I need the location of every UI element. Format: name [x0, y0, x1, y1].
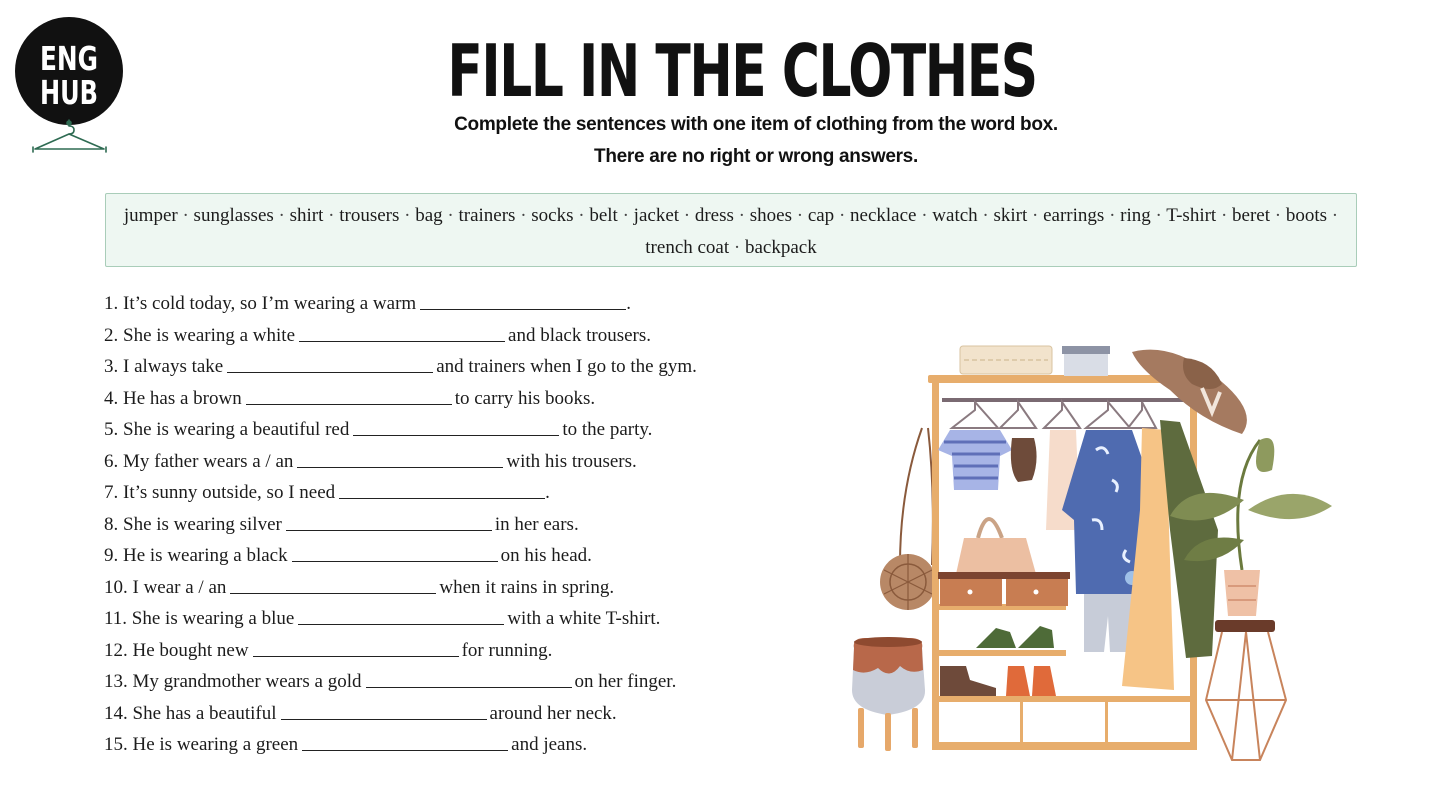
answer-blank[interactable]: [227, 354, 433, 373]
sentence-start: 7. It’s sunny outside, so I need: [104, 482, 336, 503]
sentence-start: 12. He bought new: [104, 639, 249, 661]
answer-blank[interactable]: [297, 449, 503, 468]
striped-tshirt-illustration: [938, 430, 1012, 490]
word-separator: ·: [1216, 205, 1233, 226]
page-title: FILL IN THE CLOTHES: [447, 29, 1037, 113]
word-separator: ·: [1150, 205, 1167, 226]
word-separator: ·: [1270, 205, 1286, 226]
sentence-end: around her neck.: [489, 702, 617, 724]
word-box-item: earrings: [1043, 205, 1105, 226]
word-box-item: socks: [531, 205, 574, 226]
word-box-item: jacket: [633, 205, 680, 226]
boots-illustration: [940, 666, 996, 696]
sentence-start: 3. I always take: [104, 356, 224, 377]
sentence-start: 13. My grandmother wears a gold: [104, 671, 362, 692]
word-separator: ·: [399, 205, 416, 226]
sentence-item: [104, 477, 804, 509]
sentence-start: 15. He is wearing a green: [104, 734, 299, 755]
sentence-end: to the party.: [562, 419, 653, 440]
sentence-start: 1. It’s cold today, so I’m wearing a warm: [104, 293, 417, 314]
word-box-item: necklace: [850, 205, 917, 226]
sentence-item: [104, 351, 804, 383]
word-separator: ·: [573, 205, 590, 226]
sentence-item: [104, 729, 804, 761]
sentence-list: [104, 288, 804, 761]
sentence-end: and black trousers.: [508, 324, 651, 346]
round-bag-illustration: [880, 428, 936, 610]
answer-blank[interactable]: [339, 480, 545, 499]
word-separator: ·: [1327, 205, 1339, 226]
sentence-end: in her ears.: [494, 513, 579, 535]
answer-blank[interactable]: [230, 575, 436, 594]
word-separator: ·: [729, 237, 745, 258]
sentence-end: with his trousers.: [506, 450, 637, 472]
sentence-end: .: [545, 482, 550, 503]
word-box-item: beret: [1232, 205, 1271, 226]
storage-boxes-illustration: [960, 346, 1110, 376]
sentence-end: and trainers when I go to the gym.: [436, 356, 697, 377]
sentence-end: to carry his books.: [454, 387, 596, 409]
word-separator: ·: [977, 205, 994, 226]
answer-blank[interactable]: [299, 323, 505, 342]
sentence-item: [104, 414, 804, 446]
sentence-end: on his head.: [500, 545, 592, 566]
hat-illustration: [1132, 350, 1247, 434]
answer-blank[interactable]: [420, 291, 626, 310]
sentence-start: 8. She is wearing silver: [104, 513, 282, 535]
sentence-item: [104, 320, 804, 352]
word-separator: ·: [1104, 205, 1121, 226]
instruction-line-2: There are no right or wrong answers.: [594, 146, 918, 167]
word-box-item: boots: [1285, 205, 1328, 226]
sentence-start: 14. She has a beautiful: [104, 702, 277, 724]
word-box-item: shirt: [289, 205, 324, 226]
sentence-item: [104, 509, 804, 541]
word-box-item: ring: [1120, 205, 1151, 226]
sentence-end: and jeans.: [511, 734, 588, 755]
word-box-item: T-shirt: [1166, 205, 1217, 226]
sentence-end: for running.: [461, 639, 553, 661]
word-separator: ·: [323, 205, 340, 226]
sentence-start: 11. She is wearing a blue: [104, 608, 295, 629]
word-separator: ·: [177, 205, 194, 226]
word-box-item: sunglasses: [193, 205, 274, 226]
word-box-item: jumper: [123, 205, 178, 226]
sentence-start: 10. I wear a / an: [104, 576, 227, 598]
word-box: [105, 193, 1357, 267]
sentence-item: [104, 446, 804, 478]
word-separator: ·: [834, 205, 851, 226]
word-box-item: trench coat: [645, 237, 730, 258]
answer-blank[interactable]: [353, 417, 559, 436]
answer-blank[interactable]: [281, 701, 487, 720]
answer-blank[interactable]: [286, 512, 492, 531]
word-separator: ·: [515, 205, 532, 226]
word-separator: ·: [679, 205, 695, 226]
answer-blank[interactable]: [246, 386, 452, 405]
word-separator: ·: [1027, 205, 1044, 226]
answer-blank[interactable]: [366, 669, 572, 688]
sentence-start: 2. She is wearing a white: [104, 324, 296, 346]
sentence-item: [104, 635, 804, 667]
sentence-item: [104, 540, 804, 572]
answer-blank[interactable]: [302, 732, 508, 751]
word-separator: ·: [442, 205, 459, 226]
sentence-start: 6. My father wears a / an: [104, 450, 294, 472]
sentence-item: [104, 666, 804, 698]
sentence-end: on her finger.: [574, 671, 677, 692]
sentence-item: [104, 288, 804, 320]
answer-blank[interactable]: [298, 606, 504, 625]
handbag-illustration: [956, 519, 1036, 574]
word-box-item: backpack: [744, 237, 817, 258]
word-box-item: skirt: [993, 205, 1028, 226]
word-separator: ·: [791, 205, 808, 226]
top-illustration: [1011, 438, 1037, 482]
plant-stand-illustration: [1206, 620, 1286, 760]
word-separator: ·: [273, 205, 290, 226]
sentence-start: 9. He is wearing a black: [104, 545, 288, 566]
word-box-item: watch: [932, 205, 978, 226]
sentence-end: when it rains in spring.: [439, 576, 615, 598]
hangers-illustration: [952, 402, 1156, 428]
instruction-line-1: Complete the sentences with one item of clothing from the word box.: [454, 114, 1058, 135]
answer-blank[interactable]: [292, 543, 498, 562]
trainers-illustration: [1006, 666, 1056, 696]
sentence-end: .: [626, 293, 631, 314]
shoe-boxes-illustration: [938, 572, 1070, 606]
sentence-end: with a white T-shirt.: [507, 608, 661, 629]
sentence-start: 5. She is wearing a beautiful red: [104, 419, 350, 440]
sentence-start: 4. He has a brown: [104, 387, 242, 409]
answer-blank[interactable]: [253, 638, 459, 657]
word-box-item: cap: [807, 205, 835, 226]
word-box-item: trainers: [458, 205, 516, 226]
sentence-item: [104, 698, 804, 730]
logo-text-line2: HUB: [40, 73, 98, 112]
stool-illustration: [852, 637, 925, 751]
word-separator: ·: [916, 205, 933, 226]
word-separator: ·: [617, 205, 634, 226]
sentence-item: [104, 603, 804, 635]
sentence-item: [104, 572, 804, 604]
word-box-item: trousers: [339, 205, 400, 226]
word-separator: ·: [733, 205, 750, 226]
heels-illustration: [976, 628, 1016, 648]
word-box-item: bag: [415, 205, 443, 226]
word-box-item: shoes: [749, 205, 792, 226]
word-box-item: belt: [589, 205, 618, 226]
clothes-rack-illustration: [840, 330, 1340, 770]
word-box-item: dress: [694, 205, 734, 226]
logo-text-line1: ENG: [40, 39, 98, 78]
sentence-item: [104, 383, 804, 415]
